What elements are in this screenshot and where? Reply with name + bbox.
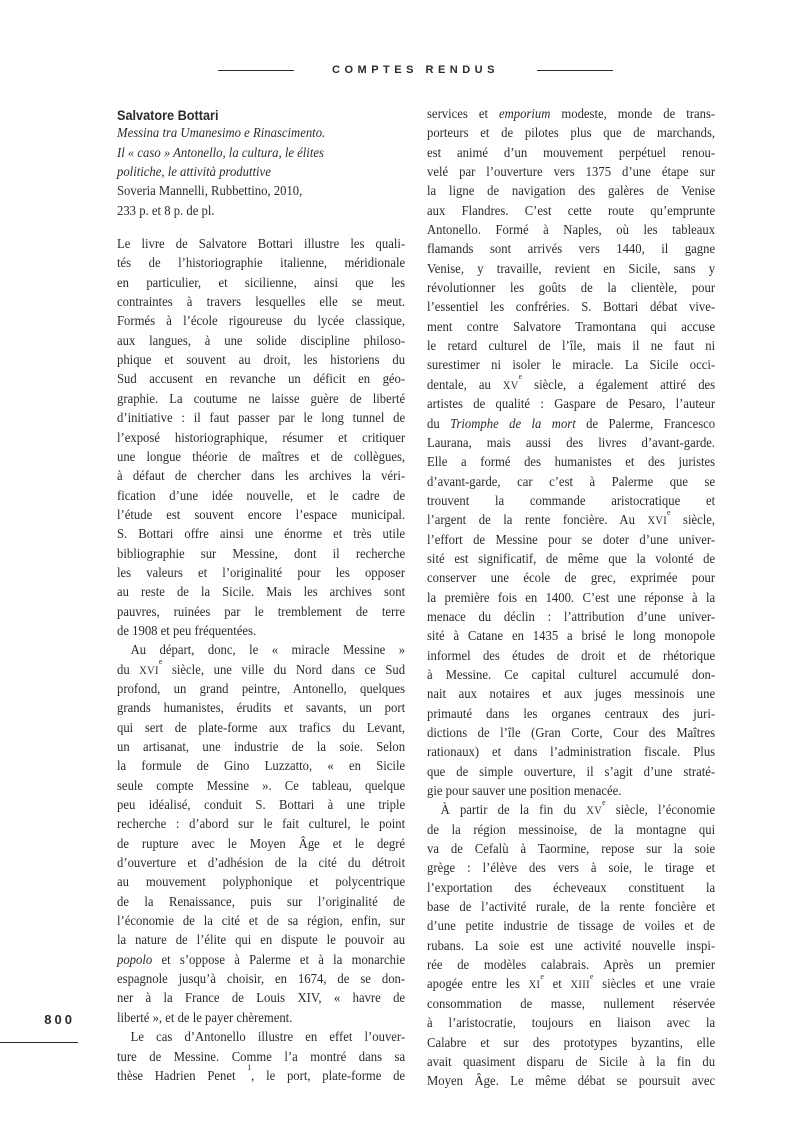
text-line: phique et souvent au droit, les historiens du [117,353,406,369]
text-line: bibliographie sur Messine, dont il recherche [117,546,406,562]
text-line: trouvent la commande aristocratique et [427,493,716,509]
text-line: les valeurs et l’originalité pour les opposer [117,565,406,581]
text-line: base de l’activité rurale, de la rente foncière et [427,900,716,916]
text-line: peu idéalisé, conduit S. Bottari à une triple [117,798,406,814]
text-line: un artisanat, une industrie de la soie. Selon [117,740,406,755]
text-line: aux langues, à une solide discipline philoso- [117,333,406,349]
text-line: sité est significatif, de même que la volonté de [427,551,716,567]
text-line: la formule de Gino Luzzatto, « en Sicile [117,759,406,775]
text-line: au reste de la Sicile. Mais les archives sont [117,585,406,601]
text-line: S. Bottari offre ainsi une énorme et très utile [117,527,406,543]
text-line: d’une petite industrie de tissage de voiles et de [427,919,716,935]
right-column [427,107,715,1094]
text-line: flamands sont arrivés vers 1440, il gagne [427,242,716,258]
text-line: à l’aristocratie, toujours en liaison avec la [427,1016,716,1032]
text-line: tés de l’historiographie italienne, méridionale [117,256,406,272]
review-heading [117,107,405,223]
text-line: sité à Catane en 1435 a brisé le long monopole [427,629,716,645]
text-line: liberté », et de le payer chèrement. [117,1010,293,1026]
text-line: l’essentiel les confréries. S. Bottari débat vive- [427,300,716,316]
text-line: gie pour sauver une position menacée. [427,784,622,800]
text-line: rubans. La soie est une activité nouvelle inspi- [427,938,716,954]
text-line: d’ouverture et d’adhésion de la cité du détroit [117,856,406,872]
text-line: l’exposé historiographique, résumer et critiquer [117,430,406,446]
text-line: la ligne de navigation des galères de Venise [427,184,716,200]
text-line: de la région messinoise, de la montagne qui [427,822,716,838]
text-line: grège : l’élève des vers à soie, le tirage et [427,861,716,877]
text-line: thèse Hadrien Penet $^1$, le port, plate-forme de [117,1062,406,1084]
text-line: qui sert de plate-forme aux trafics du Levant, [117,720,406,736]
text-line: consommation de masse, nullement réservée [427,996,716,1012]
page-number: 800 [44,1012,75,1027]
text-line: Sud accusent en revanche un déficit en géo- [117,372,406,388]
text-line: à défaut de chercher dans les archives la véri- [117,469,406,485]
text-line: la première fois en 1400. C’est une réponse à la [427,590,716,606]
text-line: d’initiative : il faut passer par le long tunnel de [117,411,406,427]
text-line: À partir de la fin du XVe siècle, l’économie [440,796,716,819]
text-line: que de simple ouverture, il s’agit d’une straté- [427,764,716,780]
text-line: de la Renaissance, puis sur l’originalité de [117,894,406,910]
text-line: en particulier, et sicilienne, ainsi que les [117,275,406,291]
text-line: graphie. La coutume ne laisse guère de liberté [117,391,406,407]
author-name: Salvatore Bottari [117,107,219,123]
left-column [117,107,405,1088]
text-line: d’avant-garde, car c’est à Palerme que se [427,474,716,490]
book-title-line: politiche, le attività produttive [117,165,271,181]
text-line: avait quasiment disparu de Sicile à la fin du [427,1054,716,1070]
right-column-text [427,107,715,1094]
text-line: va de Cefalù à Taormine, repose sur la soie [427,842,716,858]
text-line: Le cas d’Antonello illustre en effet l’ouver- [130,1030,406,1046]
text-line: du Triomphe de la mort de Palerme, Francesco [427,416,716,432]
text-line: services et emporium modeste, monde de trans- [427,107,716,122]
running-head [117,64,714,76]
page-number-rule [0,1042,78,1043]
text-line: l’effort de Messine pour se doter d’une univer- [427,532,716,548]
text-line: de 1908 et peu fréquentées. [117,623,257,639]
left-column-text [117,237,405,1088]
text-line: ment contre Salvatore Tramontana qui accuse [427,319,716,335]
page-header-title: COMPTES RENDUS [332,64,499,76]
text-line: fication d’une idée nouvelle, et le cadre de [117,488,406,504]
text-line: Calabre et sur des prototypes byzantins, elle [427,1035,716,1051]
text-line: Formés à l’école rigoureuse du lycée classique, [117,314,406,330]
text-line: l’étude est souvent encore l’espace municipal. [117,507,406,523]
text-line: Le livre de Salvatore Bottari illustre les quali- [117,237,406,253]
text-line: ner à la France de Louis XIV, « havre de [117,991,406,1007]
imprint-line: Soveria Mannelli, Rubbettino, 2010, [117,184,303,200]
text-line: recherche : d’abord sur le fait culturel, le point [117,817,406,833]
text-line: ture de Messine. Comme l’a montré dans sa [117,1049,406,1065]
text-line: dentale, au XVe siècle, a également attiré des [427,371,716,393]
text-line: Moyen Âge. Le même débat se poursuit avec [427,1074,716,1090]
text-line: la nature de l’élite qui en dispute le pouvoir au [117,933,406,949]
imprint-line: 233 p. et 8 p. de pl. [117,203,215,219]
text-line: primauté dans les organes centraux des juri- [427,706,716,722]
text-line: seule compte Messine ». Ce tableau, quelque [117,778,406,794]
text-line: l’argent de la rente foncière. Au XVIe siècle, [427,506,716,529]
text-line: velé par l’ouverture vers 1375 d’une étape sur [427,165,716,181]
text-line: le retard culturel de l’île, mais il ne faut ni [427,339,716,355]
text-line: grands humanistes, érudits et savants, un port [117,701,406,717]
text-line: l’économie de la cité et de sa région, enfin, sur [117,914,406,930]
text-line: surestimer ni isoler le miracle. La Sicile occi- [427,358,716,374]
text-line: révolutionner les goûts de la clientèle, pour [427,281,716,297]
header-rule-left [218,70,294,71]
text-line: informel des études de droit et de rhétorique [427,648,716,664]
text-line: Antonello. Formé à Naples, où les tableaux [427,223,716,239]
text-line: Laurana, mais aussi des livres d’avant-garde. [427,435,716,451]
text-line: menace du déclin : l’attribution d’une univer- [427,609,716,625]
text-line: popolo et s’oppose à Palerme et à la monarchie [117,952,406,968]
text-line: nait aux notaires et aux juges messinois une [427,687,716,703]
text-line: rée de modèles calabrais. Après un premier [427,958,716,974]
text-line: aux Flandres. C’est cette route qu’emprunte [427,203,716,219]
text-line: Elle a formé des humanistes et des juristes [427,455,716,471]
text-line: l’exportation des écheveaux constituent la [427,880,716,896]
text-line: contraintes à travers lesquelles elle se meut. [117,295,406,311]
text-line: apogée entre les XIe et XIIIe siècles et une vraie [427,970,716,993]
text-line: espagnole jusqu’à choisir, en 1674, de se don- [117,972,406,988]
text-line: profond, un grand peintre, Antonello, quelques [117,681,406,697]
book-title-line: Il « caso » Antonello, la cultura, le élites [117,145,324,161]
header-rule-right [537,70,613,71]
text-line: du XVIe siècle, une ville du Nord dans ce Sud [117,656,406,678]
text-line: Au départ, donc, le « miracle Messine » [130,643,406,659]
text-line: une longue théorie de maîtres et de collègues, [117,449,406,465]
text-line: à Messine. Ce capital culturel accumulé don- [427,667,716,683]
text-line: au mouvement polyphonique et polycentrique [117,875,406,891]
book-title-line: Messina tra Umanesimo e Rinascimento. [117,126,326,142]
text-line: dictions de l’île (Gran Corte, Cour des Maîtres [427,726,716,741]
text-line: Venise, y travaille, revient en Sicile, sans y [427,261,716,277]
text-line: rationaux) et dans l’administration fiscale. Plus [427,745,716,761]
text-line: conserver une école de grec, exprimée pour [427,571,716,587]
text-line: pauvres, ruinées par le tremblement de terre [117,604,406,620]
text-line: est animé d’un mouvement perpétuel renou- [427,145,716,161]
text-line: artistes de qualité : Gaspare de Pesaro, l’auteur [427,397,716,413]
text-line: de rupture avec le Moyen Âge et le degré [117,836,406,852]
text-line: porteurs et de pilotes plus que de marchands, [427,126,716,142]
